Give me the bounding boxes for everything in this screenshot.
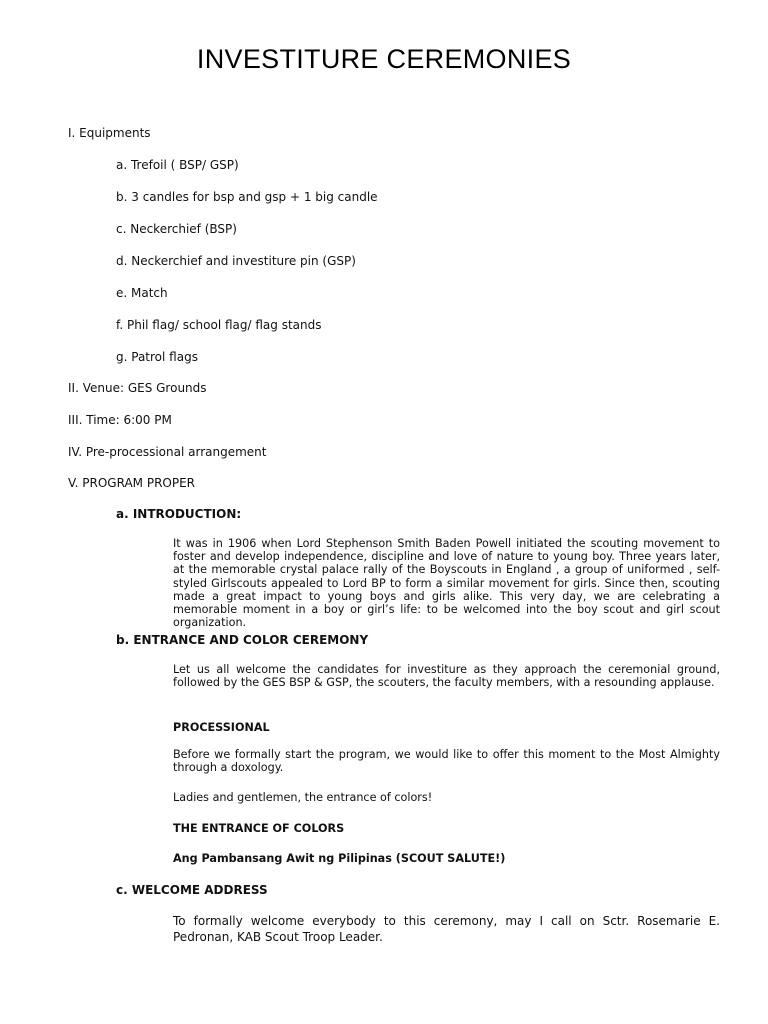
section-venue: II. Venue: GES Grounds [68, 381, 207, 395]
paragraph-entrance: Let us all welcome the candidates for investiture as they approach the ceremonial ground, followed by the GES BSP & GSP, the scouters, the faculty members, with a resounding applause. [173, 663, 720, 690]
heading-introduction: a. INTRODUCTION: [116, 507, 242, 521]
page-title: INVESTITURE CEREMONIES [196, 44, 572, 74]
list-item: b. 3 candles for bsp and gsp + 1 big candle [116, 190, 378, 204]
paragraph-processional: Before we formally start the program, we would like to offer this moment to the Most Almighty through a doxology. [173, 748, 720, 775]
list-item: e. Match [116, 286, 168, 300]
heading-processional: PROCESSIONAL [173, 721, 270, 734]
list-item: c. Neckerchief (BSP) [116, 222, 237, 236]
section-equipments: I. Equipments [68, 126, 151, 140]
paragraph-colors: Ladies and gentlemen, the entrance of colors! [173, 791, 433, 804]
anthem-line: Ang Pambansang Awit ng Pilipinas (SCOUT SALUTE!) [173, 852, 506, 865]
list-item: a. Trefoil ( BSP/ GSP) [116, 158, 239, 172]
paragraph-welcome: To formally welcome everybody to this ceremony, may I call on Sctr. Rosemarie E. Pedronan, KAB Scout Troop Leader. [173, 914, 720, 944]
paragraph-introduction: It was in 1906 when Lord Stephenson Smith Baden Powell initiated the scouting movement to foster and develop independence, discipline and love of nature to young boy. Three years later, at the memorable crystal palace rally of the Boyscouts in England , a group of uniformed , self-styled Girlscouts appealed to Lord BP to form a similar movement for girls. Since then, scouting made a great impact to young boys and girls alike. This very day, we are celebrating a memorable moment in a boy or girl’s life: to be welcomed into the boy scout and girl scout organization. [173, 537, 720, 630]
heading-entrance-of-colors: THE ENTRANCE OF COLORS [173, 822, 345, 835]
list-item: d. Neckerchief and investiture pin (GSP) [116, 254, 356, 268]
section-program-proper: V. PROGRAM PROPER [68, 476, 196, 490]
section-pre-processional: IV. Pre-processional arrangement [68, 445, 267, 459]
heading-welcome-address: c. WELCOME ADDRESS [116, 883, 268, 897]
list-item: g. Patrol flags [116, 350, 198, 364]
heading-entrance-color-ceremony: b. ENTRANCE AND COLOR CEREMONY [116, 633, 369, 647]
section-time: III. Time: 6:00 PM [68, 413, 172, 427]
list-item: f. Phil flag/ school flag/ flag stands [116, 318, 322, 332]
